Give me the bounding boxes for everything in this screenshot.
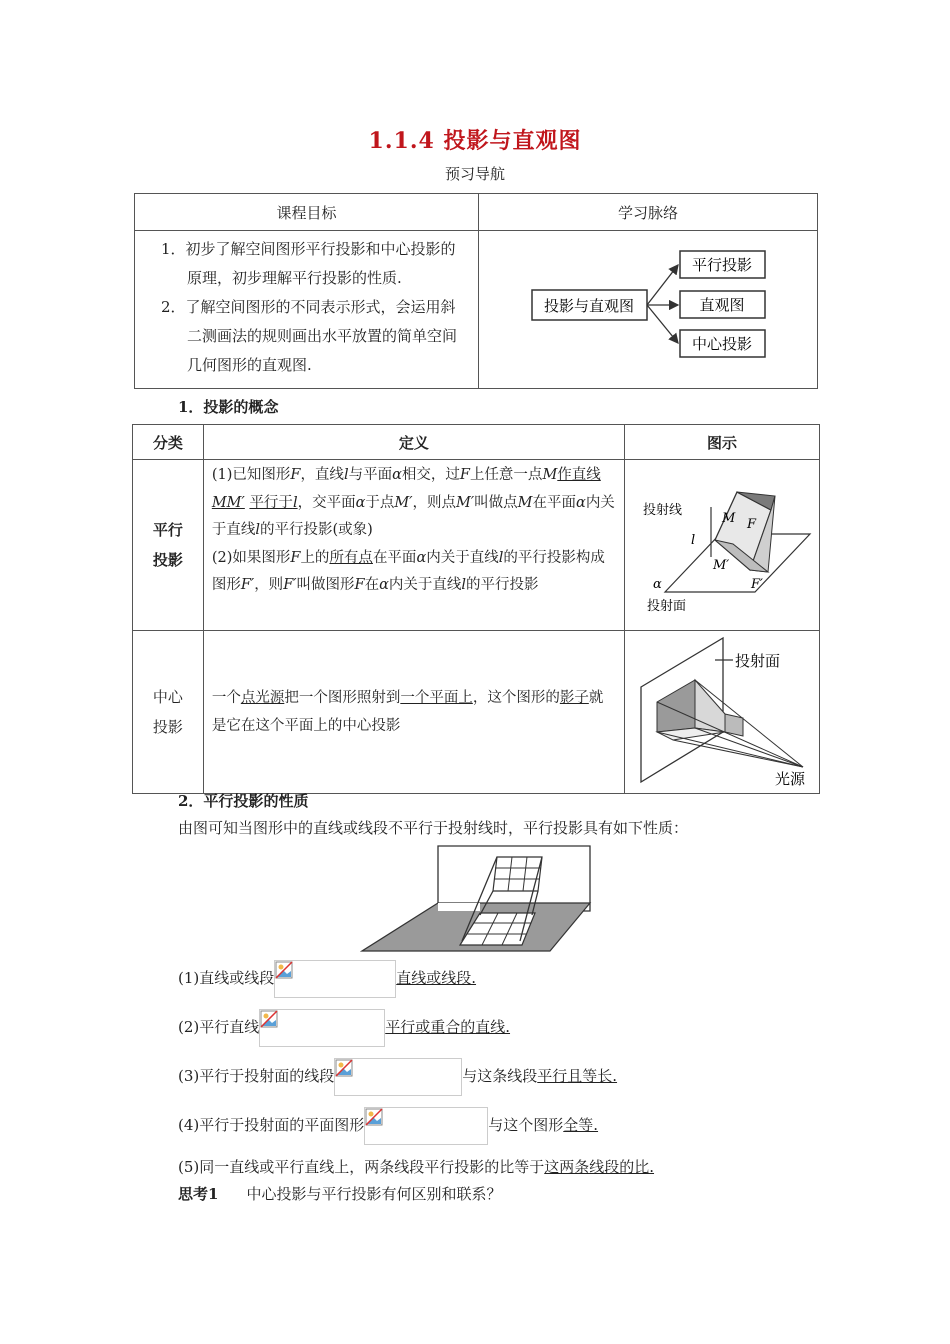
image-placeholder-1 xyxy=(274,960,396,998)
def-symbol: α xyxy=(416,549,427,566)
def-symbol: F xyxy=(290,549,301,566)
category-central xyxy=(133,631,204,794)
def-symbol: F′ xyxy=(283,577,297,593)
object-square xyxy=(725,714,743,736)
fig-label-F: F xyxy=(747,517,757,532)
concept-map xyxy=(480,240,816,380)
def-text: 在平面 xyxy=(372,549,417,566)
property-2-lead: (2)平行直线 xyxy=(178,1018,260,1036)
def-text: 作直线 xyxy=(557,467,601,483)
section2-heading: 2．平行投影的性质 xyxy=(178,792,309,810)
def-text: 相交，过 xyxy=(401,467,460,483)
def-text: 内关于直线 xyxy=(211,494,615,538)
property-1-lead: (1)直线或线段 xyxy=(178,969,275,987)
def-symbol: l xyxy=(255,522,260,538)
table-row-central xyxy=(133,631,820,794)
def-symbol: α xyxy=(576,494,586,511)
def-text: 叫做点 xyxy=(474,494,518,511)
page-title: 1.1.4 投影与直观图 xyxy=(368,128,582,154)
fig-label-M: M xyxy=(722,511,736,526)
def-text: ，直线 xyxy=(300,467,344,483)
category-parallel-label: 平行投影 xyxy=(152,521,183,569)
def-symbol: MM′ xyxy=(211,494,245,511)
def-text: (1)已知图形 xyxy=(211,467,291,483)
def-text: 的平行投影 xyxy=(466,577,539,593)
definition-parallel xyxy=(203,460,624,631)
def-symbol: M′ xyxy=(394,494,413,511)
def-text: ，则点 xyxy=(412,494,457,511)
def-symbol: l xyxy=(498,549,504,566)
header-learning-map: 学习脉络 xyxy=(479,194,818,231)
section2-intro: 由图可知当图形中的直线或线段不平行于投射线时，平行投影具有如下性质： xyxy=(178,819,689,837)
image-placeholder-3 xyxy=(334,1058,462,1096)
def-text: 叫做图形 xyxy=(296,577,355,593)
property-4-mid: 与这个图形 xyxy=(488,1116,564,1134)
fig-label-plane: 投射面 xyxy=(647,599,687,614)
property-5-answer: 这两条线段的比. xyxy=(544,1158,655,1176)
page-subtitle: 预习导航 xyxy=(444,165,505,183)
broken-image-icon xyxy=(335,1059,353,1077)
def-text: 平行于 xyxy=(249,494,293,511)
def-text: ，则 xyxy=(254,577,284,593)
def-symbol: α xyxy=(379,577,389,593)
definition-central xyxy=(203,631,624,794)
broken-image-icon xyxy=(275,961,293,979)
def-text: 上任意一点 xyxy=(469,467,543,483)
def-symbol: α xyxy=(355,494,366,511)
property-4 xyxy=(178,1107,598,1145)
property-3 xyxy=(178,1058,617,1096)
property-4-lead: (4)平行于投射面的平面图形 xyxy=(178,1116,365,1134)
property-3-mid: 与这条线段 xyxy=(462,1067,538,1085)
property-5 xyxy=(178,1156,654,1177)
def-text: 在 xyxy=(364,577,380,593)
def-text: (2)如果图形 xyxy=(211,549,291,566)
def-underlined: 影子 xyxy=(559,690,589,706)
def-underlined: 一个平面上 xyxy=(400,690,473,706)
def-text: 与平面 xyxy=(348,467,393,483)
fig-label-ray: 投射线 xyxy=(643,503,683,518)
def-symbol: α xyxy=(392,467,402,483)
property-3-lead: (3)平行于投射面的线段 xyxy=(178,1067,335,1085)
def-text: ，交平面 xyxy=(297,494,356,511)
def-underlined: 点光源 xyxy=(240,690,285,706)
header-figure: 图示 xyxy=(625,425,820,460)
header-course-goals: 课程目标 xyxy=(135,194,479,231)
fig-label-l: l xyxy=(691,533,696,548)
goal-item-1: 1．初步了解空间图形平行投影和中心投影的原理，初步理解平行投影的性质. xyxy=(161,240,456,287)
def-symbol: F′ xyxy=(240,577,255,593)
plane-overlap-mask xyxy=(438,903,480,911)
fig-label-alpha: α xyxy=(653,577,662,592)
parallel-property-figure xyxy=(360,843,600,955)
header-definition: 定义 xyxy=(203,425,624,460)
def-symbol: M′ xyxy=(456,494,475,511)
def-text: 就是它在这个平面上的中心投影 xyxy=(211,690,604,734)
def-text: 上的 xyxy=(300,549,330,566)
def-underlined: 所有点 xyxy=(329,549,373,566)
map-child-label-1: 平行投影 xyxy=(691,255,753,274)
def-text: 的平行投影构成图形 xyxy=(211,549,605,593)
map-arrow-1 xyxy=(647,265,678,305)
projection-concept-table xyxy=(132,424,820,794)
def-symbol: M xyxy=(542,467,558,483)
def-text: 内关于直线 xyxy=(426,549,499,566)
think-label: 思考1 xyxy=(178,1185,219,1203)
fig-label-Fp: F′ xyxy=(751,577,763,592)
map-child-label-3: 中心投影 xyxy=(691,334,753,353)
property-5-lead: (5)同一直线或平行直线上，两条线段平行投影的比等于 xyxy=(178,1158,545,1176)
def-text: 把一个图形照射到 xyxy=(284,690,401,706)
concept-map-cell xyxy=(479,231,818,389)
broken-image-icon xyxy=(260,1010,278,1028)
property-2-answer: 平行或重合的直线. xyxy=(385,1018,511,1036)
section1-heading: 1．投影的概念 xyxy=(178,398,279,416)
think-question xyxy=(178,1183,501,1204)
goal-item-2: 2．了解空间图形的不同表示形式，会运用斜二测画法的规则画出水平放置的简单空间几何图形的直观图. xyxy=(161,298,458,374)
map-root-label: 投影与直观图 xyxy=(543,296,635,315)
def-text: 于点 xyxy=(365,494,395,511)
image-placeholder-2 xyxy=(259,1009,385,1047)
def-symbol: F xyxy=(459,467,470,483)
def-underlined xyxy=(249,495,297,511)
fig-label-source: 光源 xyxy=(775,770,806,788)
def-text: 内关于直线 xyxy=(388,577,462,593)
def-symbol: M xyxy=(517,494,533,511)
figure-central-cell xyxy=(625,631,820,794)
think-text: 中心投影与平行投影有何区别和联系？ xyxy=(246,1185,502,1203)
def-symbol: F xyxy=(290,467,301,483)
def-symbol: l xyxy=(292,494,298,511)
central-projection-figure xyxy=(625,632,819,792)
table-row-parallel xyxy=(133,460,820,631)
def-symbol: F xyxy=(354,577,365,593)
fig-label-Mp: M′ xyxy=(713,558,730,573)
map-child-label-2: 直观图 xyxy=(699,295,745,314)
broken-image-icon xyxy=(365,1108,383,1126)
def-text: 的平行投影(或象) xyxy=(259,522,373,538)
def-text: 一个 xyxy=(211,690,241,706)
def-text: 在平面 xyxy=(532,494,577,511)
def-symbol: l xyxy=(343,467,349,483)
property-1-answer: 直线或线段. xyxy=(396,969,477,987)
property-4-answer: 全等. xyxy=(563,1116,599,1134)
property-3-answer: 平行且等长. xyxy=(537,1067,618,1085)
def-text: ，这个图形的 xyxy=(472,690,560,706)
preview-nav-table xyxy=(134,193,818,389)
def-symbol: l xyxy=(461,577,467,593)
property-2 xyxy=(178,1009,510,1047)
category-central-label: 中心投影 xyxy=(152,688,183,736)
map-arrow-3 xyxy=(647,305,678,343)
figure-parallel-cell xyxy=(625,460,820,631)
category-parallel xyxy=(133,460,204,631)
fig-label-screen: 投射面 xyxy=(735,652,781,670)
property-1 xyxy=(178,960,476,998)
image-placeholder-4 xyxy=(364,1107,488,1145)
parallel-projection-figure xyxy=(625,462,819,628)
header-category: 分类 xyxy=(133,425,204,460)
